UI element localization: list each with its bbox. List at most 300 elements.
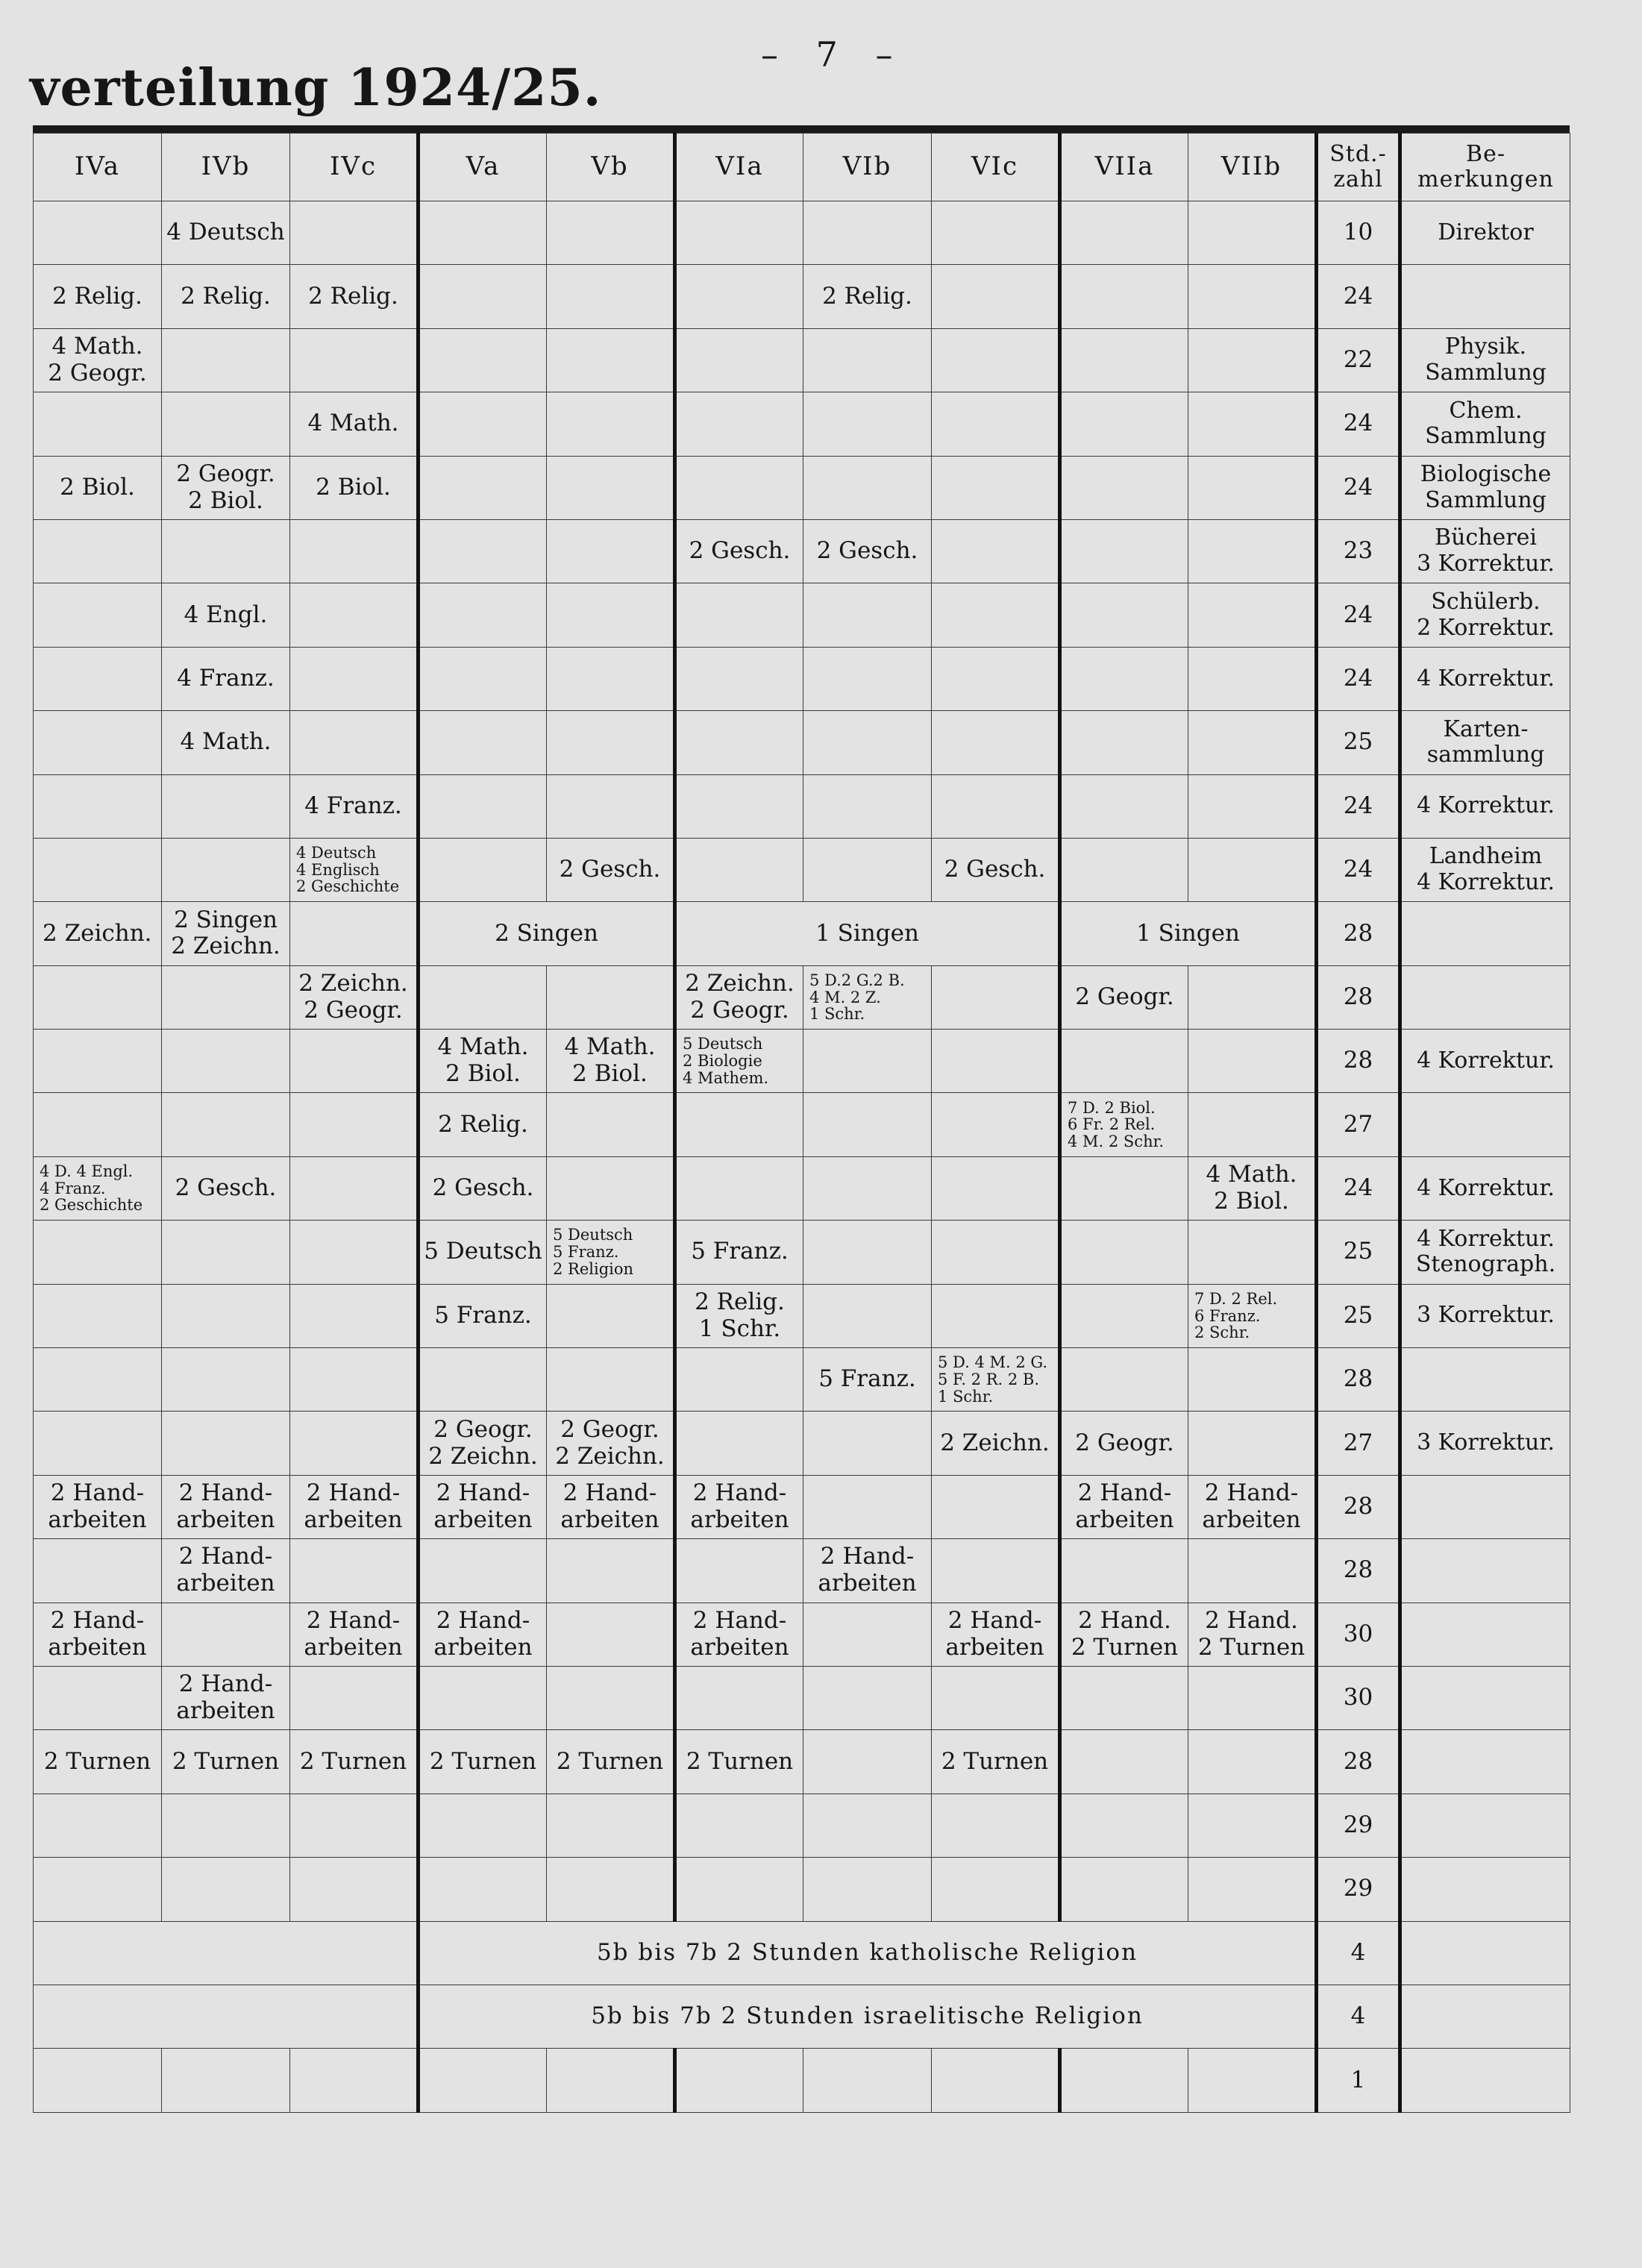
empty-cell bbox=[290, 583, 419, 647]
empty-cell bbox=[932, 647, 1060, 710]
remark-cell: Chem. Sammlung bbox=[1400, 392, 1570, 456]
empty-cell bbox=[1060, 1539, 1188, 1603]
cell-va: 2 Relig. bbox=[419, 1093, 547, 1156]
empty-cell bbox=[1060, 1284, 1188, 1347]
remark-cell: Physik. Sammlung bbox=[1400, 328, 1570, 392]
empty-cell bbox=[34, 1093, 162, 1156]
empty-cell bbox=[162, 328, 290, 392]
cell-va: 2 Hand- arbeiten bbox=[419, 1475, 547, 1538]
empty-cell bbox=[1060, 1156, 1188, 1220]
hours-cell: 27 bbox=[1317, 1093, 1400, 1156]
empty-cell bbox=[1060, 456, 1188, 519]
empty-cell bbox=[419, 838, 547, 901]
cell-iva: 2 Turnen bbox=[34, 1730, 162, 1794]
hours-cell: 28 bbox=[1317, 1475, 1400, 1538]
cell-ivb: 2 Singen 2 Zeichn. bbox=[162, 902, 290, 965]
empty-cell bbox=[803, 201, 932, 265]
empty-cell bbox=[1400, 1603, 1570, 1666]
cell-ivc: 2 Hand- arbeiten bbox=[290, 1475, 419, 1538]
cell-va: 5 Deutsch bbox=[419, 1221, 547, 1284]
empty-cell bbox=[932, 265, 1060, 328]
empty-cell bbox=[803, 1475, 932, 1538]
empty-cell bbox=[1400, 1921, 1570, 1985]
empty-cell bbox=[675, 456, 803, 519]
empty-cell bbox=[1188, 1730, 1317, 1794]
empty-cell bbox=[932, 519, 1060, 583]
empty-cell bbox=[1188, 1794, 1317, 1857]
table-row bbox=[34, 1030, 1570, 1093]
empty-cell bbox=[675, 583, 803, 647]
empty-cell bbox=[932, 1666, 1060, 1729]
empty-cell bbox=[419, 583, 547, 647]
page-title: verteilung 1924/25. bbox=[30, 58, 602, 118]
empty-cell bbox=[419, 774, 547, 838]
cell-viia: 2 Geogr. bbox=[1060, 965, 1188, 1029]
empty-cell bbox=[1400, 1093, 1570, 1156]
empty-cell bbox=[419, 1858, 547, 1921]
empty-cell bbox=[803, 647, 932, 710]
empty-cell bbox=[547, 392, 675, 456]
empty-cell bbox=[162, 1348, 290, 1412]
cell-via: 2 Gesch. bbox=[675, 519, 803, 583]
merged-religion-cell: 5b bis 7b 2 Stunden katholische Religion bbox=[419, 1921, 1317, 1985]
cell-viib: 2 Hand- arbeiten bbox=[1188, 1475, 1317, 1538]
empty-cell bbox=[290, 1794, 419, 1857]
table-row bbox=[34, 838, 1570, 901]
hours-cell: 25 bbox=[1317, 1284, 1400, 1347]
hours-cell: 30 bbox=[1317, 1603, 1400, 1666]
empty-cell bbox=[419, 456, 547, 519]
col-header-ivc: IVc bbox=[290, 134, 419, 201]
hours-cell: 28 bbox=[1317, 902, 1400, 965]
empty-cell bbox=[1188, 1412, 1317, 1475]
empty-cell bbox=[34, 519, 162, 583]
empty-cell bbox=[419, 1539, 547, 1603]
cell-vic: 2 Hand- arbeiten bbox=[932, 1603, 1060, 1666]
cell-viia: 7 D. 2 Biol. 6 Fr. 2 Rel. 4 M. 2 Schr. bbox=[1060, 1093, 1188, 1156]
col-header-viia: VIIa bbox=[1060, 134, 1188, 201]
cell-via: 2 Relig. 1 Schr. bbox=[675, 1284, 803, 1347]
table-row bbox=[34, 201, 1570, 265]
cell-ivc: 2 Hand- arbeiten bbox=[290, 1603, 419, 1666]
empty-cell bbox=[419, 1348, 547, 1412]
merged-singen-v: 2 Singen bbox=[419, 902, 675, 965]
cell-iva: 2 Hand- arbeiten bbox=[34, 1603, 162, 1666]
empty-cell bbox=[162, 965, 290, 1029]
empty-cell bbox=[290, 711, 419, 774]
hours-cell: 23 bbox=[1317, 519, 1400, 583]
empty-cell bbox=[290, 328, 419, 392]
schedule-table bbox=[33, 133, 1570, 2113]
empty-cell bbox=[290, 1666, 419, 1729]
empty-cell bbox=[1188, 1666, 1317, 1729]
cell-ivb: 2 Gesch. bbox=[162, 1156, 290, 1220]
empty-cell bbox=[1060, 774, 1188, 838]
remark-cell: 3 Korrektur. bbox=[1400, 1284, 1570, 1347]
empty-cell bbox=[803, 1730, 932, 1794]
empty-cell bbox=[1400, 1539, 1570, 1603]
empty-cell bbox=[1400, 1666, 1570, 1729]
merged-religion-cell: 5b bis 7b 2 Stunden israelitische Religion bbox=[419, 1985, 1317, 2048]
empty-cell bbox=[675, 1093, 803, 1156]
hours-cell: 24 bbox=[1317, 774, 1400, 838]
empty-cell bbox=[162, 1284, 290, 1347]
empty-cell bbox=[290, 1156, 419, 1220]
empty-cell bbox=[1188, 838, 1317, 901]
empty-cell bbox=[1188, 2049, 1317, 2112]
empty-cell bbox=[547, 1603, 675, 1666]
hours-cell: 24 bbox=[1317, 583, 1400, 647]
empty-cell bbox=[34, 583, 162, 647]
empty-cell bbox=[547, 1156, 675, 1220]
table-row bbox=[34, 1921, 1570, 1985]
empty-cell bbox=[34, 711, 162, 774]
empty-cell bbox=[803, 1412, 932, 1475]
empty-cell bbox=[419, 965, 547, 1029]
empty-cell bbox=[803, 1666, 932, 1729]
empty-cell bbox=[162, 838, 290, 901]
empty-cell bbox=[1188, 774, 1317, 838]
empty-cell bbox=[34, 2049, 162, 2112]
hours-cell: 29 bbox=[1317, 1858, 1400, 1921]
cell-viib: 7 D. 2 Rel. 6 Franz. 2 Schr. bbox=[1188, 1284, 1317, 1347]
table-row bbox=[34, 1666, 1570, 1729]
empty-cell bbox=[547, 1093, 675, 1156]
col-header-vic: VIc bbox=[932, 134, 1060, 201]
empty-cell bbox=[547, 647, 675, 710]
empty-cell bbox=[34, 392, 162, 456]
cell-ivb: 2 Hand- arbeiten bbox=[162, 1539, 290, 1603]
empty-cell bbox=[1060, 647, 1188, 710]
empty-cell bbox=[290, 519, 419, 583]
empty-cell bbox=[1060, 392, 1188, 456]
empty-cell bbox=[803, 1603, 932, 1666]
empty-cell bbox=[932, 1156, 1060, 1220]
cell-ivc: 2 Relig. bbox=[290, 265, 419, 328]
empty-cell bbox=[803, 1794, 932, 1857]
empty-cell bbox=[932, 201, 1060, 265]
empty-cell bbox=[675, 1539, 803, 1603]
empty-cell bbox=[290, 1348, 419, 1412]
schedule-table-container bbox=[33, 125, 1570, 2113]
empty-cell bbox=[803, 1030, 932, 1093]
cell-ivb: 2 Relig. bbox=[162, 265, 290, 328]
table-row bbox=[34, 1475, 1570, 1538]
empty-cell bbox=[162, 1030, 290, 1093]
table-row bbox=[34, 1603, 1570, 1666]
empty-cell bbox=[547, 1348, 675, 1412]
cell-ivc: 4 Franz. bbox=[290, 774, 419, 838]
cell-viia: 2 Geogr. bbox=[1060, 1412, 1188, 1475]
cell-vib: 2 Hand- arbeiten bbox=[803, 1539, 932, 1603]
empty-cell bbox=[419, 519, 547, 583]
table-row bbox=[34, 583, 1570, 647]
empty-cell bbox=[34, 1348, 162, 1412]
table-row bbox=[34, 902, 1570, 965]
cell-ivb: 2 Hand- arbeiten bbox=[162, 1475, 290, 1538]
empty-cell bbox=[419, 711, 547, 774]
empty-cell bbox=[162, 774, 290, 838]
empty-cell bbox=[675, 711, 803, 774]
empty-cell bbox=[1188, 1539, 1317, 1603]
cell-vb: 2 Turnen bbox=[547, 1730, 675, 1794]
empty-cell bbox=[547, 711, 675, 774]
remark-cell: 4 Korrektur. bbox=[1400, 774, 1570, 838]
table-row bbox=[34, 1985, 1570, 2048]
header-row bbox=[34, 134, 1570, 201]
empty-cell bbox=[675, 647, 803, 710]
empty-cell bbox=[675, 1666, 803, 1729]
table-row bbox=[34, 1156, 1570, 1220]
empty-cell bbox=[675, 1348, 803, 1412]
empty-cell bbox=[162, 519, 290, 583]
empty-cell bbox=[932, 774, 1060, 838]
empty-cell bbox=[547, 201, 675, 265]
empty-cell bbox=[1188, 201, 1317, 265]
empty-cell bbox=[1060, 2049, 1188, 2112]
col-header-viib: VIIb bbox=[1188, 134, 1317, 201]
empty-cell bbox=[1188, 965, 1317, 1029]
empty-cell bbox=[162, 1412, 290, 1475]
empty-cell bbox=[34, 774, 162, 838]
empty-cell bbox=[34, 1666, 162, 1729]
remark-cell: Biologische Sammlung bbox=[1400, 456, 1570, 519]
cell-ivc bbox=[290, 902, 419, 965]
hours-cell: 28 bbox=[1317, 1539, 1400, 1603]
hours-cell: 29 bbox=[1317, 1794, 1400, 1857]
empty-cell bbox=[290, 1539, 419, 1603]
remark-cell: 4 Korrektur. bbox=[1400, 1030, 1570, 1093]
empty-cell bbox=[547, 328, 675, 392]
remark-cell: Schülerb. 2 Korrektur. bbox=[1400, 583, 1570, 647]
hours-cell: 28 bbox=[1317, 1030, 1400, 1093]
empty-cell bbox=[1060, 519, 1188, 583]
hours-cell: 22 bbox=[1317, 328, 1400, 392]
empty-cell bbox=[1400, 2049, 1570, 2112]
empty-cell bbox=[1188, 1858, 1317, 1921]
table-row bbox=[34, 774, 1570, 838]
empty-cell bbox=[419, 392, 547, 456]
cell-vib: 5 Franz. bbox=[803, 1348, 932, 1412]
table-row bbox=[34, 1284, 1570, 1347]
empty-cell bbox=[803, 1221, 932, 1284]
empty-cell bbox=[290, 647, 419, 710]
cell-va: 2 Geogr. 2 Zeichn. bbox=[419, 1412, 547, 1475]
empty-cell bbox=[803, 711, 932, 774]
cell-via: 2 Zeichn. 2 Geogr. bbox=[675, 965, 803, 1029]
empty-cell bbox=[932, 965, 1060, 1029]
cell-iva: 4 D. 4 Engl. 4 Franz. 2 Geschichte bbox=[34, 1156, 162, 1220]
empty-cell bbox=[932, 1030, 1060, 1093]
empty-cell bbox=[932, 1858, 1060, 1921]
empty-cell bbox=[1060, 583, 1188, 647]
empty-cell bbox=[1060, 1730, 1188, 1794]
empty-cell bbox=[675, 774, 803, 838]
cell-iva: 2 Relig. bbox=[34, 265, 162, 328]
empty-cell bbox=[1188, 265, 1317, 328]
merged-singen-vi: 1 Singen bbox=[675, 902, 1060, 965]
empty-cell bbox=[1400, 1730, 1570, 1794]
hours-cell: 24 bbox=[1317, 838, 1400, 901]
empty-cell bbox=[419, 201, 547, 265]
hours-cell: 24 bbox=[1317, 1156, 1400, 1220]
empty-cell bbox=[675, 838, 803, 901]
cell-ivb: 2 Geogr. 2 Biol. bbox=[162, 456, 290, 519]
remark-cell: Bücherei 3 Korrektur. bbox=[1400, 519, 1570, 583]
cell-ivb: 4 Franz. bbox=[162, 647, 290, 710]
col-header-via: VIa bbox=[675, 134, 803, 201]
empty-cell bbox=[675, 1858, 803, 1921]
table-row bbox=[34, 965, 1570, 1029]
empty-cell bbox=[803, 456, 932, 519]
cell-viib: 2 Hand. 2 Turnen bbox=[1188, 1603, 1317, 1666]
cell-via: 2 Hand- arbeiten bbox=[675, 1475, 803, 1538]
empty-cell bbox=[1188, 1348, 1317, 1412]
empty-cell bbox=[1400, 265, 1570, 328]
table-row bbox=[34, 1794, 1570, 1857]
empty-cell bbox=[803, 838, 932, 901]
hours-cell: 1 bbox=[1317, 2049, 1400, 2112]
table-row bbox=[34, 328, 1570, 392]
empty-cell bbox=[547, 456, 675, 519]
empty-cell bbox=[932, 711, 1060, 774]
remark-cell: 4 Korrektur. bbox=[1400, 1156, 1570, 1220]
merged-singen-vii: 1 Singen bbox=[1060, 902, 1317, 965]
empty-cell bbox=[290, 2049, 419, 2112]
empty-cell bbox=[34, 1412, 162, 1475]
empty-cell bbox=[290, 1858, 419, 1921]
empty-cell bbox=[803, 583, 932, 647]
empty-cell bbox=[1060, 1794, 1188, 1857]
empty-cell bbox=[34, 1030, 162, 1093]
empty-cell bbox=[547, 1858, 675, 1921]
empty-cell bbox=[34, 1858, 162, 1921]
empty-cell bbox=[932, 1221, 1060, 1284]
empty-cell bbox=[675, 2049, 803, 2112]
cell-va: 2 Turnen bbox=[419, 1730, 547, 1794]
empty-cell bbox=[34, 1921, 419, 1985]
empty-cell bbox=[1060, 1030, 1188, 1093]
cell-viib: 4 Math. 2 Biol. bbox=[1188, 1156, 1317, 1220]
empty-cell bbox=[162, 1221, 290, 1284]
empty-cell bbox=[547, 774, 675, 838]
empty-cell bbox=[419, 328, 547, 392]
empty-cell bbox=[1188, 392, 1317, 456]
remark-cell: Direktor bbox=[1400, 201, 1570, 265]
empty-cell bbox=[1400, 1348, 1570, 1412]
table-row bbox=[34, 647, 1570, 710]
hours-cell: 28 bbox=[1317, 1730, 1400, 1794]
cell-va: 5 Franz. bbox=[419, 1284, 547, 1347]
cell-vic: 5 D. 4 M. 2 G. 5 F. 2 R. 2 B. 1 Schr. bbox=[932, 1348, 1060, 1412]
remark-cell: 3 Korrektur. bbox=[1400, 1412, 1570, 1475]
empty-cell bbox=[1400, 1794, 1570, 1857]
hours-cell: 27 bbox=[1317, 1412, 1400, 1475]
cell-ivc: 4 Math. bbox=[290, 392, 419, 456]
table-row bbox=[34, 2049, 1570, 2112]
cell-ivc: 2 Zeichn. 2 Geogr. bbox=[290, 965, 419, 1029]
cell-viia: 2 Hand. 2 Turnen bbox=[1060, 1603, 1188, 1666]
empty-cell bbox=[932, 1093, 1060, 1156]
col-header-stundenzahl: Std.- zahl bbox=[1317, 134, 1400, 201]
hours-cell: 4 bbox=[1317, 1921, 1400, 1985]
empty-cell bbox=[419, 1794, 547, 1857]
hours-cell: 25 bbox=[1317, 711, 1400, 774]
cell-ivb: 4 Engl. bbox=[162, 583, 290, 647]
empty-cell bbox=[932, 583, 1060, 647]
empty-cell bbox=[1060, 1666, 1188, 1729]
cell-via: 2 Turnen bbox=[675, 1730, 803, 1794]
empty-cell bbox=[290, 201, 419, 265]
empty-cell bbox=[1060, 201, 1188, 265]
empty-cell bbox=[34, 1221, 162, 1284]
cell-vib: 2 Gesch. bbox=[803, 519, 932, 583]
table-row bbox=[34, 1730, 1570, 1794]
cell-ivb: 4 Deutsch bbox=[162, 201, 290, 265]
empty-cell bbox=[803, 1156, 932, 1220]
hours-cell: 4 bbox=[1317, 1985, 1400, 2048]
empty-cell bbox=[1060, 838, 1188, 901]
empty-cell bbox=[1400, 965, 1570, 1029]
empty-cell bbox=[1400, 1858, 1570, 1921]
table-row bbox=[34, 392, 1570, 456]
empty-cell bbox=[1188, 456, 1317, 519]
col-header-va: Va bbox=[419, 134, 547, 201]
hours-cell: 25 bbox=[1317, 1221, 1400, 1284]
empty-cell bbox=[290, 1093, 419, 1156]
cell-vb: 5 Deutsch 5 Franz. 2 Religion bbox=[547, 1221, 675, 1284]
cell-ivc: 2 Turnen bbox=[290, 1730, 419, 1794]
empty-cell bbox=[547, 583, 675, 647]
empty-cell bbox=[162, 1858, 290, 1921]
empty-cell bbox=[1188, 1221, 1317, 1284]
table-row bbox=[34, 711, 1570, 774]
empty-cell bbox=[803, 1093, 932, 1156]
empty-cell bbox=[34, 1539, 162, 1603]
empty-cell bbox=[675, 201, 803, 265]
cell-vic: 2 Turnen bbox=[932, 1730, 1060, 1794]
table-row bbox=[34, 265, 1570, 328]
empty-cell bbox=[290, 1221, 419, 1284]
cell-iva: 2 Hand- arbeiten bbox=[34, 1475, 162, 1538]
cell-ivb: 2 Hand- arbeiten bbox=[162, 1666, 290, 1729]
table-row bbox=[34, 1221, 1570, 1284]
cell-va: 2 Gesch. bbox=[419, 1156, 547, 1220]
remark-cell: Landheim 4 Korrektur. bbox=[1400, 838, 1570, 901]
empty-cell bbox=[290, 1284, 419, 1347]
empty-cell bbox=[547, 519, 675, 583]
cell-ivc: 2 Biol. bbox=[290, 456, 419, 519]
table-row bbox=[34, 1539, 1570, 1603]
empty-cell bbox=[932, 1284, 1060, 1347]
col-header-ivb: IVb bbox=[162, 134, 290, 201]
empty-cell bbox=[1188, 1030, 1317, 1093]
cell-iva: 4 Math. 2 Geogr. bbox=[34, 328, 162, 392]
empty-cell bbox=[1188, 328, 1317, 392]
col-header-iva: IVa bbox=[34, 134, 162, 201]
empty-cell bbox=[932, 392, 1060, 456]
hours-cell: 10 bbox=[1317, 201, 1400, 265]
empty-cell bbox=[162, 2049, 290, 2112]
empty-cell bbox=[34, 965, 162, 1029]
empty-cell bbox=[419, 265, 547, 328]
empty-cell bbox=[675, 1412, 803, 1475]
empty-cell bbox=[34, 1284, 162, 1347]
cell-va: 4 Math. 2 Biol. bbox=[419, 1030, 547, 1093]
empty-cell bbox=[803, 1284, 932, 1347]
empty-cell bbox=[290, 1412, 419, 1475]
cell-vic: 2 Gesch. bbox=[932, 838, 1060, 901]
